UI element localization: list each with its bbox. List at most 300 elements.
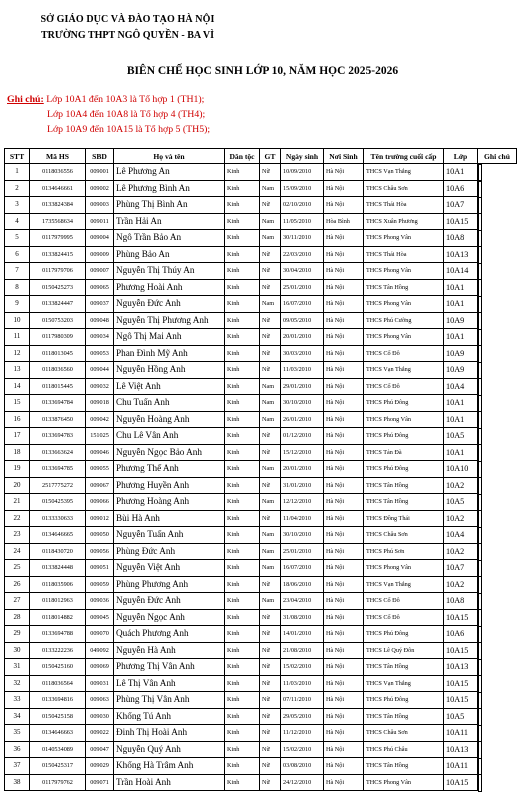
cell-exam-number: 009018	[86, 395, 114, 412]
cell-student-id: 0118036564	[30, 675, 86, 692]
table-row	[5, 263, 517, 280]
cell-ethnicity: Kinh	[225, 411, 260, 428]
cell-birth-date: 31/01/2010	[281, 477, 324, 494]
cell-note	[478, 675, 482, 693]
cell-note	[478, 164, 482, 182]
cell-gender: Nữ	[260, 362, 281, 379]
cell-stt: 24	[5, 543, 30, 560]
cell-class: 10A15	[444, 642, 478, 659]
column-header: Nơi Sinh	[324, 149, 364, 164]
cell-full-name: Bùi Hà Anh	[114, 510, 225, 527]
cell-previous-school: THCS Châu Sơn	[364, 527, 444, 544]
cell-previous-school: THCS Tân Hồng	[364, 494, 444, 511]
cell-birth-place: Hà Nội	[324, 741, 364, 758]
cell-birth-date: 12/12/2010	[281, 494, 324, 511]
cell-previous-school: THCS Phú Đông	[364, 461, 444, 478]
cell-student-id: 1735568634	[30, 213, 86, 230]
column-header: SBD	[86, 149, 114, 164]
cell-birth-date: 25/01/2010	[281, 279, 324, 296]
cell-ethnicity: Kinh	[225, 527, 260, 544]
cell-stt: 3	[5, 197, 30, 214]
cell-full-name: Nguyễn Ngọc Anh	[114, 609, 225, 626]
cell-ethnicity: Kinh	[225, 213, 260, 230]
cell-student-id: 0133222236	[30, 642, 86, 659]
cell-class: 10A5	[444, 708, 478, 725]
cell-note	[478, 345, 482, 363]
cell-ethnicity: Kinh	[225, 659, 260, 676]
table-row	[5, 345, 517, 362]
cell-ethnicity: Kinh	[225, 279, 260, 296]
cell-ethnicity: Kinh	[225, 395, 260, 412]
table-row	[5, 692, 517, 709]
cell-ethnicity: Kinh	[225, 626, 260, 643]
cell-previous-school: THCS Cổ Đô	[364, 378, 444, 395]
cell-birth-date: 29/05/2010	[281, 708, 324, 725]
cell-full-name: Phùng Phương Anh	[114, 576, 225, 593]
cell-previous-school: THCS Phong Vân	[364, 263, 444, 280]
table-row	[5, 758, 517, 775]
cell-birth-place: Hà Nội	[324, 543, 364, 560]
cell-class: 10A2	[444, 477, 478, 494]
cell-stt: 20	[5, 477, 30, 494]
cell-exam-number: 009036	[86, 593, 114, 610]
cell-full-name: Phùng Thị Bình An	[114, 197, 225, 214]
cell-class: 10A15	[444, 692, 478, 709]
cell-full-name: Lê Phương Bình An	[114, 180, 225, 197]
cell-class: 10A4	[444, 378, 478, 395]
cell-stt: 6	[5, 246, 30, 263]
cell-class: 10A15	[444, 774, 478, 791]
cell-note	[478, 510, 482, 528]
cell-student-id: 0118013045	[30, 345, 86, 362]
cell-exam-number: 009002	[86, 180, 114, 197]
cell-full-name: Nguyễn Đức Anh	[114, 593, 225, 610]
cell-note	[478, 576, 482, 594]
cell-birth-place: Hà Nội	[324, 296, 364, 313]
cell-ethnicity: Kinh	[225, 675, 260, 692]
cell-class: 10A1	[444, 296, 478, 313]
cell-class: 10A14	[444, 263, 478, 280]
note-line-3: Lớp 10A9 đến 10A15 là Tổ hợp 5 (TH5);	[47, 124, 211, 135]
column-header: Mã HS	[30, 149, 86, 164]
cell-stt: 26	[5, 576, 30, 593]
cell-class: 10A13	[444, 246, 478, 263]
column-header: Ghi chú	[478, 149, 517, 164]
column-header: Tên trường cuối cấp	[364, 149, 444, 164]
cell-student-id: 0134646663	[30, 725, 86, 742]
cell-note	[478, 560, 482, 578]
student-table	[4, 148, 517, 791]
cell-previous-school: THCS Phú Sơn	[364, 543, 444, 560]
cell-student-id: 0150425317	[30, 758, 86, 775]
cell-gender: Nữ	[260, 774, 281, 791]
cell-student-id: 0133694784	[30, 395, 86, 412]
cell-previous-school: THCS Châu Sơn	[364, 180, 444, 197]
cell-previous-school: THCS Phú Châu	[364, 741, 444, 758]
cell-ethnicity: Kinh	[225, 230, 260, 247]
cell-ethnicity: Kinh	[225, 576, 260, 593]
cell-student-id: 0133876450	[30, 411, 86, 428]
cell-gender: Nam	[260, 494, 281, 511]
cell-full-name: Nguyễn Đức Anh	[114, 296, 225, 313]
cell-full-name: Phương Huyền Anh	[114, 477, 225, 494]
cell-ethnicity: Kinh	[225, 774, 260, 791]
cell-exam-number: 009051	[86, 560, 114, 577]
document-title: BIÊN CHẾ HỌC SINH LỚP 10, NĂM HỌC 2025-2026	[126, 65, 399, 77]
cell-note	[478, 692, 482, 710]
cell-gender: Nam	[260, 378, 281, 395]
cell-full-name: Phùng Đức Anh	[114, 543, 225, 560]
column-header: STT	[5, 149, 30, 164]
table-row	[5, 576, 517, 593]
table-row	[5, 230, 517, 247]
table-row	[5, 362, 517, 379]
cell-ethnicity: Kinh	[225, 741, 260, 758]
note-label: Ghi chú:	[7, 94, 44, 105]
cell-note	[478, 741, 482, 759]
cell-stt: 32	[5, 675, 30, 692]
cell-note	[478, 362, 482, 380]
cell-birth-place: Hà Nội	[324, 609, 364, 626]
cell-birth-date: 30/10/2010	[281, 527, 324, 544]
cell-birth-place: Hà Nội	[324, 362, 364, 379]
cell-class: 10A1	[444, 279, 478, 296]
cell-ethnicity: Kinh	[225, 494, 260, 511]
cell-birth-date: 11/03/2010	[281, 675, 324, 692]
cell-birth-place: Hà Nội	[324, 263, 364, 280]
table-row	[5, 213, 517, 230]
cell-stt: 14	[5, 378, 30, 395]
table-row	[5, 642, 517, 659]
cell-previous-school: THCS Phú Đông	[364, 692, 444, 709]
cell-class: 10A15	[444, 675, 478, 692]
cell-previous-school: THCS Phú Đông	[364, 428, 444, 445]
cell-birth-date: 15/12/2010	[281, 444, 324, 461]
cell-birth-date: 09/05/2010	[281, 312, 324, 329]
cell-student-id: 0134646661	[30, 180, 86, 197]
cell-birth-date: 15/09/2010	[281, 180, 324, 197]
cell-gender: Nữ	[260, 312, 281, 329]
cell-exam-number: 009067	[86, 477, 114, 494]
cell-exam-number: 009032	[86, 378, 114, 395]
cell-note	[478, 180, 482, 198]
department-heading: SỞ GIÁO DỤC VÀ ĐÀO TẠO HÀ NỘI	[40, 14, 215, 25]
cell-note	[478, 263, 482, 281]
cell-gender: Nữ	[260, 675, 281, 692]
cell-gender: Nam	[260, 411, 281, 428]
cell-class: 10A2	[444, 543, 478, 560]
cell-class: 10A1	[444, 164, 478, 181]
cell-full-name: Trần Hoài Anh	[114, 774, 225, 791]
cell-class: 10A15	[444, 213, 478, 230]
cell-class: 10A4	[444, 527, 478, 544]
cell-previous-school: THCS Tân Hồng	[364, 708, 444, 725]
school-heading: TRƯỜNG THPT NGÔ QUYỀN - BA VÌ	[41, 30, 214, 41]
cell-student-id: 0150753203	[30, 312, 86, 329]
table-row	[5, 296, 517, 313]
cell-birth-place: Hà Nội	[324, 576, 364, 593]
cell-stt: 21	[5, 494, 30, 511]
table-header-row	[5, 149, 517, 164]
table-row	[5, 428, 517, 445]
cell-student-id: 0117979762	[30, 774, 86, 791]
cell-class: 10A1	[444, 329, 478, 346]
cell-birth-date: 26/01/2010	[281, 411, 324, 428]
cell-birth-place: Hà Nội	[324, 477, 364, 494]
cell-ethnicity: Kinh	[225, 180, 260, 197]
cell-student-id: 0118014882	[30, 609, 86, 626]
cell-birth-place: Hà Nội	[324, 461, 364, 478]
cell-full-name: Nguyễn Ngọc Bảo Anh	[114, 444, 225, 461]
table-row	[5, 180, 517, 197]
cell-birth-place: Hà Nội	[324, 279, 364, 296]
cell-birth-place: Hà Nội	[324, 164, 364, 181]
cell-exam-number: 009071	[86, 774, 114, 791]
cell-birth-date: 18/06/2010	[281, 576, 324, 593]
cell-note	[478, 527, 482, 545]
cell-birth-date: 23/04/2010	[281, 593, 324, 610]
cell-exam-number: 009056	[86, 543, 114, 560]
cell-full-name: Phùng Thị Vân Anh	[114, 692, 225, 709]
cell-stt: 28	[5, 609, 30, 626]
table-row	[5, 246, 517, 263]
cell-class: 10A15	[444, 609, 478, 626]
cell-gender: Nữ	[260, 263, 281, 280]
cell-stt: 16	[5, 411, 30, 428]
cell-student-id: 2517775272	[30, 477, 86, 494]
cell-previous-school: THCS Vạn Thắng	[364, 675, 444, 692]
table-row	[5, 527, 517, 544]
cell-stt: 15	[5, 395, 30, 412]
cell-birth-date: 15/02/2010	[281, 741, 324, 758]
cell-birth-date: 14/01/2010	[281, 626, 324, 643]
cell-birth-date: 11/05/2010	[281, 213, 324, 230]
cell-note	[478, 246, 482, 264]
cell-student-id: 0118015445	[30, 378, 86, 395]
cell-full-name: Ngô Trần Bảo An	[114, 230, 225, 247]
cell-note	[478, 444, 482, 462]
cell-stt: 17	[5, 428, 30, 445]
table-row	[5, 395, 517, 412]
cell-birth-place: Hà Nội	[324, 230, 364, 247]
cell-note	[478, 477, 482, 495]
cell-note	[478, 659, 482, 677]
cell-exam-number: 151025	[86, 428, 114, 445]
cell-full-name: Khổng Hà Trâm Anh	[114, 758, 225, 775]
cell-student-id: 0133824384	[30, 197, 86, 214]
cell-gender: Nam	[260, 527, 281, 544]
cell-note	[478, 395, 482, 413]
cell-birth-date: 30/10/2010	[281, 395, 324, 412]
cell-note	[478, 378, 482, 396]
cell-class: 10A5	[444, 494, 478, 511]
cell-birth-place: Hà Nội	[324, 444, 364, 461]
cell-birth-place: Hà Nội	[324, 527, 364, 544]
cell-ethnicity: Kinh	[225, 312, 260, 329]
column-header: Ngày sinh	[281, 149, 324, 164]
cell-full-name: Phương Thế Anh	[114, 461, 225, 478]
cell-gender: Nam	[260, 560, 281, 577]
table-row	[5, 312, 517, 329]
cell-previous-school: THCS Vạn Thắng	[364, 164, 444, 181]
cell-birth-date: 02/10/2010	[281, 197, 324, 214]
cell-full-name: Ngô Thị Mai Anh	[114, 329, 225, 346]
cell-ethnicity: Kinh	[225, 164, 260, 181]
table-row	[5, 444, 517, 461]
column-header: GT	[260, 149, 281, 164]
cell-birth-place: Hà Nội	[324, 642, 364, 659]
cell-previous-school: THCS Phong Vân	[364, 296, 444, 313]
cell-student-id: 0133824447	[30, 296, 86, 313]
cell-exam-number: 009045	[86, 609, 114, 626]
cell-gender: Nữ	[260, 692, 281, 709]
cell-stt: 27	[5, 593, 30, 610]
cell-note	[478, 296, 482, 314]
cell-full-name: Chu Tuấn Anh	[114, 395, 225, 412]
table-row	[5, 164, 517, 181]
cell-class: 10A1	[444, 444, 478, 461]
cell-exam-number: 009011	[86, 213, 114, 230]
cell-stt: 2	[5, 180, 30, 197]
cell-birth-date: 21/08/2010	[281, 642, 324, 659]
cell-birth-place: Hà Nội	[324, 197, 364, 214]
cell-student-id: 0134646665	[30, 527, 86, 544]
cell-gender: Nữ	[260, 510, 281, 527]
cell-previous-school: THCS Cổ Đô	[364, 345, 444, 362]
table-row	[5, 609, 517, 626]
cell-full-name: Đinh Thị Hoài Anh	[114, 725, 225, 742]
cell-student-id: 0133694788	[30, 626, 86, 643]
cell-exam-number: 009063	[86, 692, 114, 709]
cell-exam-number: 009030	[86, 708, 114, 725]
cell-birth-date: 24/12/2010	[281, 774, 324, 791]
cell-previous-school: THCS Tân Hồng	[364, 477, 444, 494]
table-row	[5, 725, 517, 742]
cell-previous-school: THCS Thái Hòa	[364, 246, 444, 263]
cell-previous-school: THCS Tân Hồng	[364, 659, 444, 676]
cell-birth-place: Hà Nội	[324, 626, 364, 643]
cell-gender: Nữ	[260, 659, 281, 676]
cell-stt: 23	[5, 527, 30, 544]
cell-stt: 18	[5, 444, 30, 461]
cell-stt: 19	[5, 461, 30, 478]
cell-gender: Nữ	[260, 164, 281, 181]
cell-previous-school: THCS Phong Vân	[364, 329, 444, 346]
table-row	[5, 741, 517, 758]
cell-gender: Nam	[260, 461, 281, 478]
table-row	[5, 593, 517, 610]
cell-class: 10A9	[444, 345, 478, 362]
cell-note	[478, 774, 482, 792]
cell-class: 10A13	[444, 741, 478, 758]
table-row	[5, 774, 517, 791]
cell-previous-school: THCS Phong Vân	[364, 411, 444, 428]
cell-gender: Nam	[260, 593, 281, 610]
column-header: Dân tộc	[225, 149, 260, 164]
cell-gender: Nữ	[260, 428, 281, 445]
cell-student-id: 0118036560	[30, 362, 86, 379]
cell-gender: Nữ	[260, 345, 281, 362]
cell-full-name: Phan Đình Mỹ Anh	[114, 345, 225, 362]
cell-note	[478, 312, 482, 330]
cell-exam-number: 009047	[86, 741, 114, 758]
cell-student-id: 0133663624	[30, 444, 86, 461]
column-header: Họ và tên	[114, 149, 225, 164]
cell-student-id: 0140534089	[30, 741, 86, 758]
note-line-1	[7, 94, 204, 105]
cell-class: 10A10	[444, 461, 478, 478]
note-text-1: Lớp 10A1 đến 10A3 là Tổ hợp 1 (TH1);	[46, 94, 205, 105]
cell-previous-school: THCS Tân Hồng	[364, 279, 444, 296]
cell-full-name: Lê Việt Anh	[114, 378, 225, 395]
cell-ethnicity: Kinh	[225, 362, 260, 379]
cell-full-name: Chu Lê Vân Anh	[114, 428, 225, 445]
cell-full-name: Nguyễn Quý Anh	[114, 741, 225, 758]
cell-birth-date: 25/01/2010	[281, 543, 324, 560]
cell-birth-date: 20/01/2010	[281, 461, 324, 478]
cell-gender: Nam	[260, 395, 281, 412]
cell-full-name: Nguyễn Thị Phương Anh	[114, 312, 225, 329]
cell-ethnicity: Kinh	[225, 560, 260, 577]
cell-ethnicity: Kinh	[225, 246, 260, 263]
cell-previous-school: THCS Phong Vân	[364, 230, 444, 247]
cell-ethnicity: Kinh	[225, 197, 260, 214]
cell-class: 10A1	[444, 395, 478, 412]
cell-exam-number: 009048	[86, 312, 114, 329]
cell-full-name: Nguyễn Tuấn Anh	[114, 527, 225, 544]
cell-ethnicity: Kinh	[225, 510, 260, 527]
cell-full-name: Phương Hoàng Anh	[114, 494, 225, 511]
cell-birth-place: Hà Nội	[324, 708, 364, 725]
cell-exam-number: 009053	[86, 345, 114, 362]
cell-ethnicity: Kinh	[225, 708, 260, 725]
table-body	[5, 164, 517, 791]
table-row	[5, 378, 517, 395]
cell-student-id: 0133694783	[30, 428, 86, 445]
cell-ethnicity: Kinh	[225, 609, 260, 626]
cell-student-id: 0150425273	[30, 279, 86, 296]
cell-ethnicity: Kinh	[225, 296, 260, 313]
cell-student-id: 0117979706	[30, 263, 86, 280]
cell-gender: Nữ	[260, 626, 281, 643]
cell-previous-school: THCS Phú Đông	[364, 626, 444, 643]
cell-full-name: Lê Phương An	[114, 164, 225, 181]
cell-birth-place: Hà Nội	[324, 180, 364, 197]
cell-stt: 7	[5, 263, 30, 280]
cell-previous-school: THCS Tản Đà	[364, 444, 444, 461]
cell-birth-date: 15/02/2010	[281, 659, 324, 676]
cell-birth-date: 11/04/2010	[281, 510, 324, 527]
cell-student-id: 0150425395	[30, 494, 86, 511]
cell-ethnicity: Kinh	[225, 725, 260, 742]
cell-exam-number: 009009	[86, 246, 114, 263]
cell-ethnicity: Kinh	[225, 345, 260, 362]
cell-full-name: Khổng Tú Anh	[114, 708, 225, 725]
cell-gender: Nữ	[260, 246, 281, 263]
cell-note	[478, 329, 482, 347]
table-row	[5, 626, 517, 643]
cell-birth-place: Hà Nội	[324, 395, 364, 412]
cell-exam-number: 009044	[86, 362, 114, 379]
cell-ethnicity: Kinh	[225, 263, 260, 280]
cell-stt: 36	[5, 741, 30, 758]
cell-class: 10A7	[444, 560, 478, 577]
cell-student-id: 0118036556	[30, 164, 86, 181]
cell-exam-number: 009046	[86, 444, 114, 461]
cell-class: 10A6	[444, 180, 478, 197]
cell-ethnicity: Kinh	[225, 378, 260, 395]
cell-note	[478, 609, 482, 627]
